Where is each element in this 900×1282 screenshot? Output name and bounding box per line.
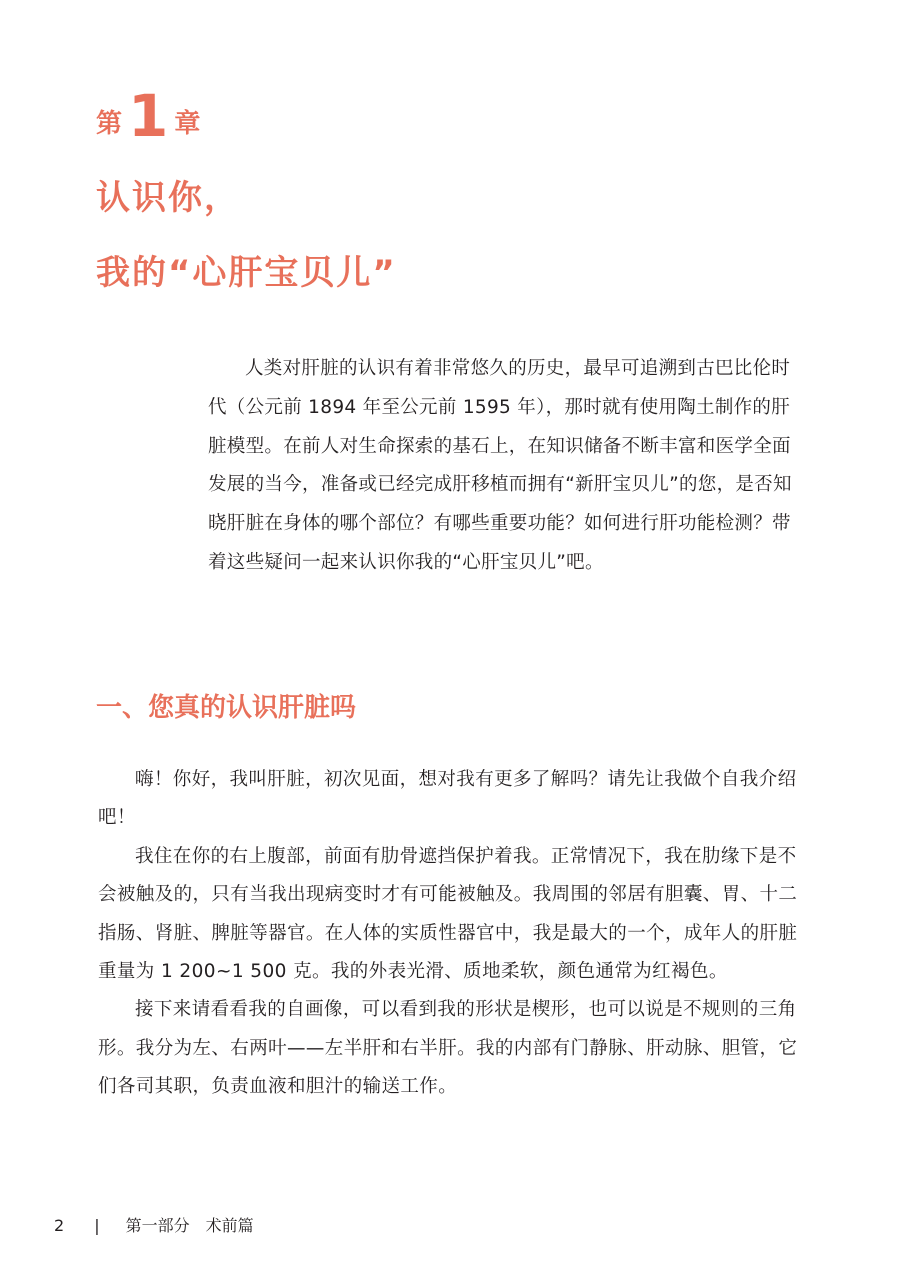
- chapter-suffix: 章: [174, 109, 201, 139]
- chapter-title-line-1: 认识你，: [96, 178, 240, 218]
- chapter-number: 1: [128, 82, 169, 150]
- page-number: 2: [54, 1216, 65, 1235]
- page-footer: [54, 1213, 254, 1236]
- chapter-intro: [208, 350, 796, 583]
- chapter-label: [96, 84, 200, 154]
- section-body: [98, 761, 798, 1107]
- section-title: 一、您真的认识肝脏吗: [96, 693, 357, 723]
- footer-separator: |: [94, 1216, 100, 1235]
- body-paragraph-1: 嗨！你好，我叫肝脏，初次见面，想对我有更多了解吗？请先让我做个自我介绍吧！: [98, 769, 797, 829]
- chapter-prefix: 第: [96, 109, 123, 139]
- body-paragraph-3: 接下来请看看我的自画像，可以看到我的形状是楔形，也可以说是不规则的三角形。我分为左、右两叶——左半肝和右半肝。我的内部有门静脉、肝动脉、胆管，它们各司其职，负责血液和胆汁的输送工作。: [98, 999, 798, 1098]
- part-label: 第一部分 术前篇: [125, 1216, 254, 1235]
- body-paragraph-2: 我住在你的右上腹部，前面有肋骨遮挡保护着我。正常情况下，我在肋缘下是不会被触及的，只有当我出现病变时才有可能被触及。我周围的邻居有胆囊、胃、十二指肠、肾脏、脾脏等器官。在人体的实质性器官中，我是最大的一个，成年人的肝脏重量为 1 200~1 500 克。我的外表光滑、质地柔软，颜色通常为红褐色。: [98, 845, 798, 983]
- intro-paragraph: 人类对肝脏的认识有着非常悠久的历史，最早可追溯到古巴比伦时代（公元前 1894 年至公元前 1595 年），那时就有使用陶土制作的肝脏模型。在前人对生命探索的基石上，在知识储备不断丰富和医学全面发展的当今，准备或已经完成肝移植而拥有“新肝宝贝儿”的您，是否知晓肝脏在身体的哪个部位？有哪些重要功能？如何进行肝功能检测？带着这些疑问一起来认识你我的“心肝宝贝儿”吧。: [208, 358, 792, 573]
- chapter-title-line-2: 我的“心肝宝贝儿”: [96, 253, 397, 293]
